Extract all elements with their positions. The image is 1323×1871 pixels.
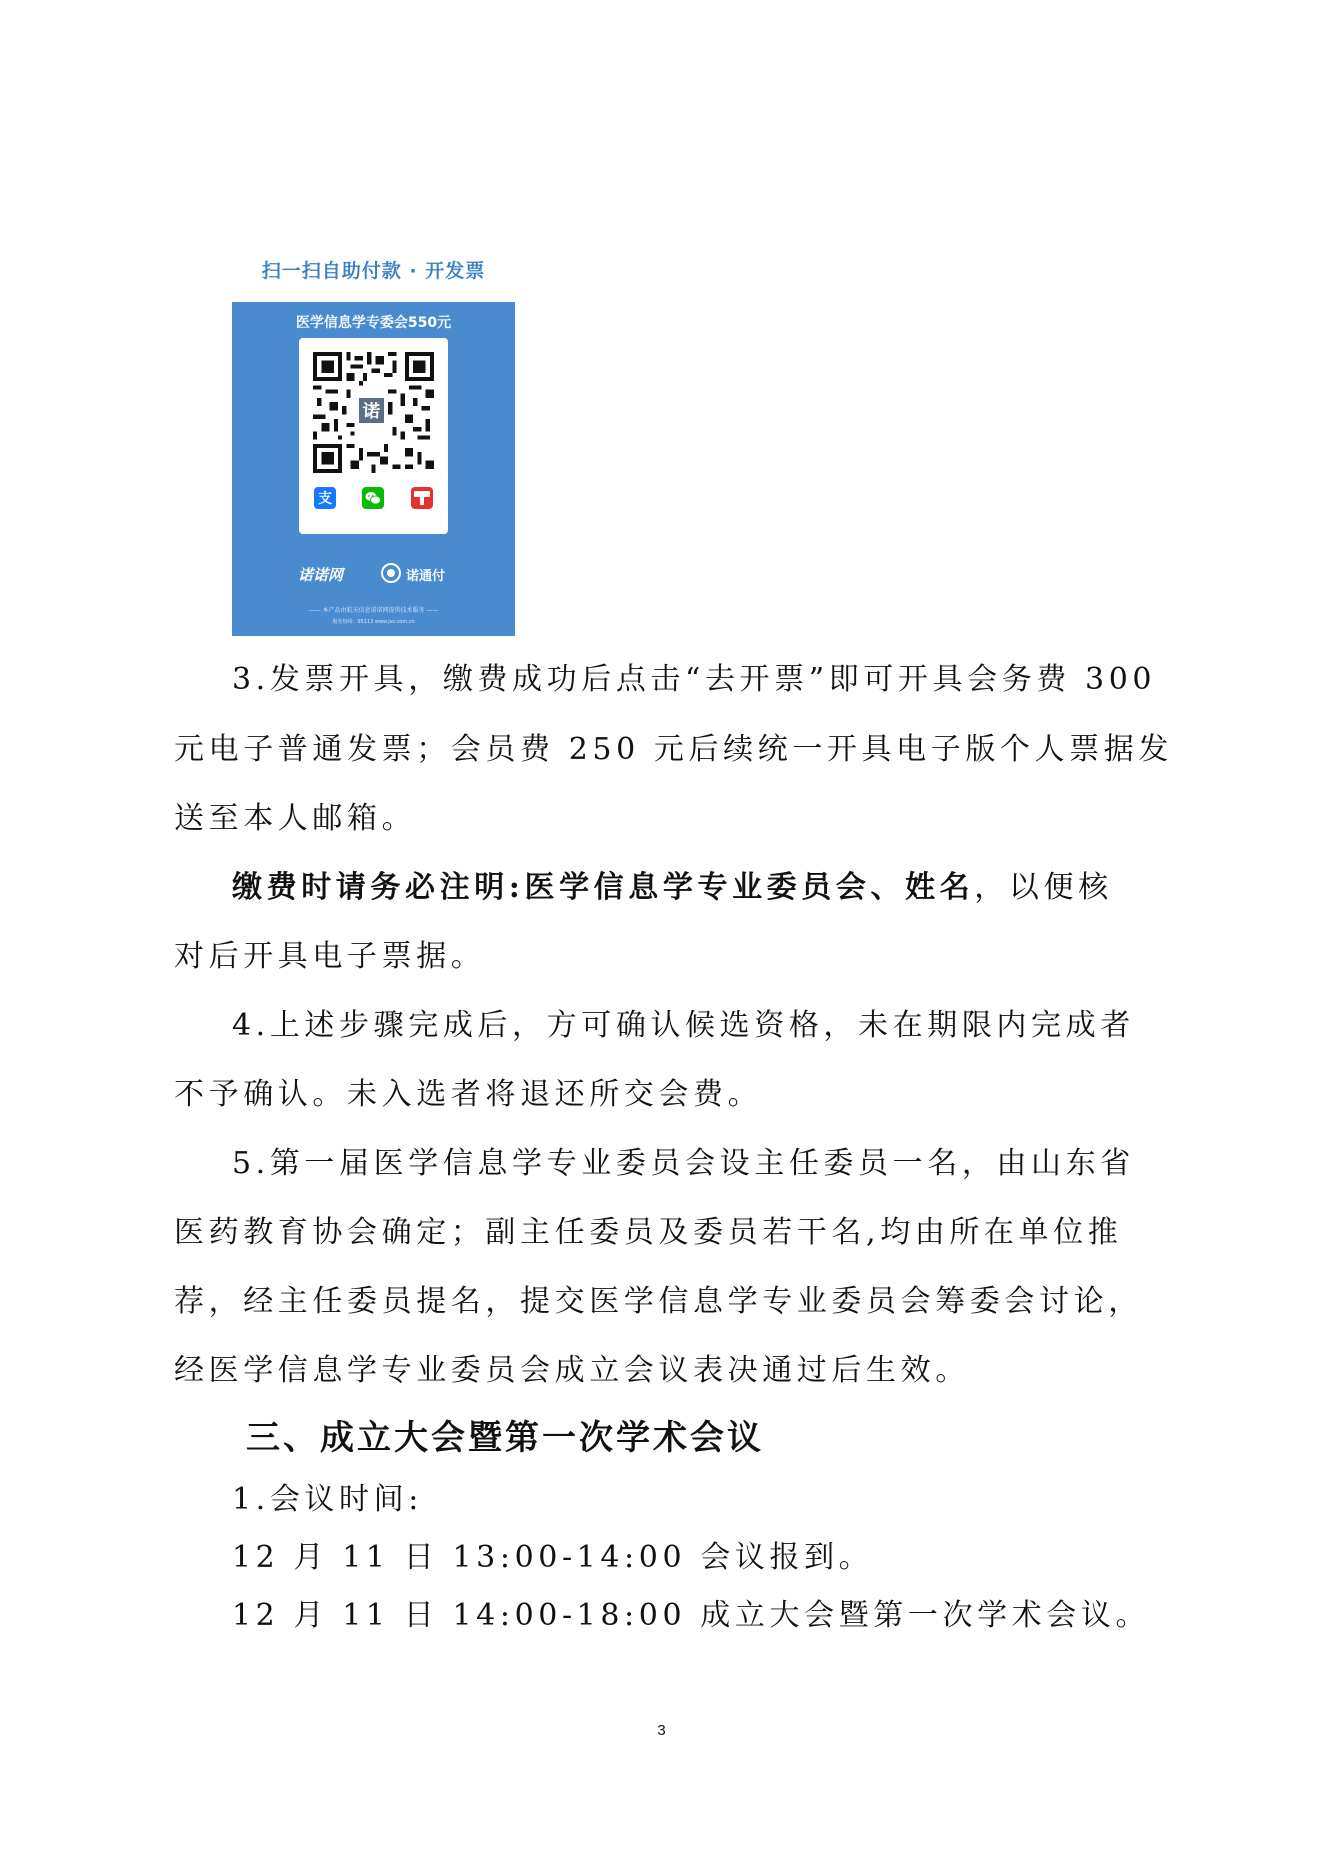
card-footer-contact: 服务热线：95113 www.jss.com.cn xyxy=(332,619,415,625)
qr-panel xyxy=(299,338,448,534)
nuotongfu-logo-icon xyxy=(380,562,402,584)
payment-note-emphasis: 缴费时请务必注明:医学信息学专业委员会、姓名 xyxy=(232,870,975,905)
schedule-item-1: 12 月 11 日 13:00-14:00 会议报到。 xyxy=(232,1540,874,1575)
nuonuo-logo-text: 诺诺网 xyxy=(298,566,344,584)
paragraph-5-line-1: 5.第一届医学信息学专业委员会设主任委员一名，由山东省 xyxy=(232,1146,1135,1181)
page-number: 3 xyxy=(657,1722,666,1739)
wechat-pay-icon xyxy=(361,486,385,510)
paragraph-3-line-1: 3.发票开具，缴费成功后点击“去开票”即可开具会务费 300 xyxy=(232,662,1157,697)
schedule-item-2: 12 月 11 日 14:00-18:00 成立大会暨第一次学术会议。 xyxy=(232,1598,1151,1633)
paragraph-3-line-3: 送至本人邮箱。 xyxy=(174,801,417,836)
payment-method-icons xyxy=(299,486,448,512)
svg-text:诺: 诺 xyxy=(362,402,381,423)
payment-qr-card xyxy=(232,302,515,636)
alipay-icon xyxy=(313,486,337,510)
paragraph-4-line-2: 不予确认。未入选者将退还所交会费。 xyxy=(174,1077,763,1112)
paragraph-5-line-3: 荐，经主任委员提名，提交医学信息学专业委员会筹委会讨论， xyxy=(174,1284,1143,1319)
section-3-heading: 三、成立大会暨第一次学术会议 xyxy=(246,1418,764,1458)
payment-note-rest: ，以便核 xyxy=(974,870,1113,905)
card-footer-line: —— 本产品由航天信息诺诺网提供技术服务 —— xyxy=(308,607,439,614)
paragraph-3-line-2: 元电子普通发票；会员费 250 元后续统一开具电子版个人票据发 xyxy=(174,732,1173,767)
paragraph-5-line-4: 经医学信息学专业委员会成立会议表决通过后生效。 xyxy=(174,1353,970,1388)
card-brand-row xyxy=(232,560,515,588)
paragraph-4-line-1: 4.上述步骤完成后，方可确认候选资格，未在期限内完成者 xyxy=(232,1008,1135,1043)
payment-note-line-1 xyxy=(232,868,1113,908)
meeting-time-label: 1.会议时间: xyxy=(232,1482,423,1517)
paragraph-5-line-2: 医药教育协会确定；副主任委员及委员若干名,均由所在单位推 xyxy=(174,1215,1123,1250)
nuotongfu-logo-text: 诺通付 xyxy=(406,569,446,584)
payment-card-title: 医学信息学专委会550元 xyxy=(295,315,452,331)
svg-text:支: 支 xyxy=(318,491,332,507)
payment-note-line-2: 对后开具电子票据。 xyxy=(174,939,486,974)
qr-code-image[interactable] xyxy=(313,352,434,473)
unionpay-icon xyxy=(410,486,434,510)
scan-heading: 扫一扫自助付款 · 开发票 xyxy=(261,260,486,282)
